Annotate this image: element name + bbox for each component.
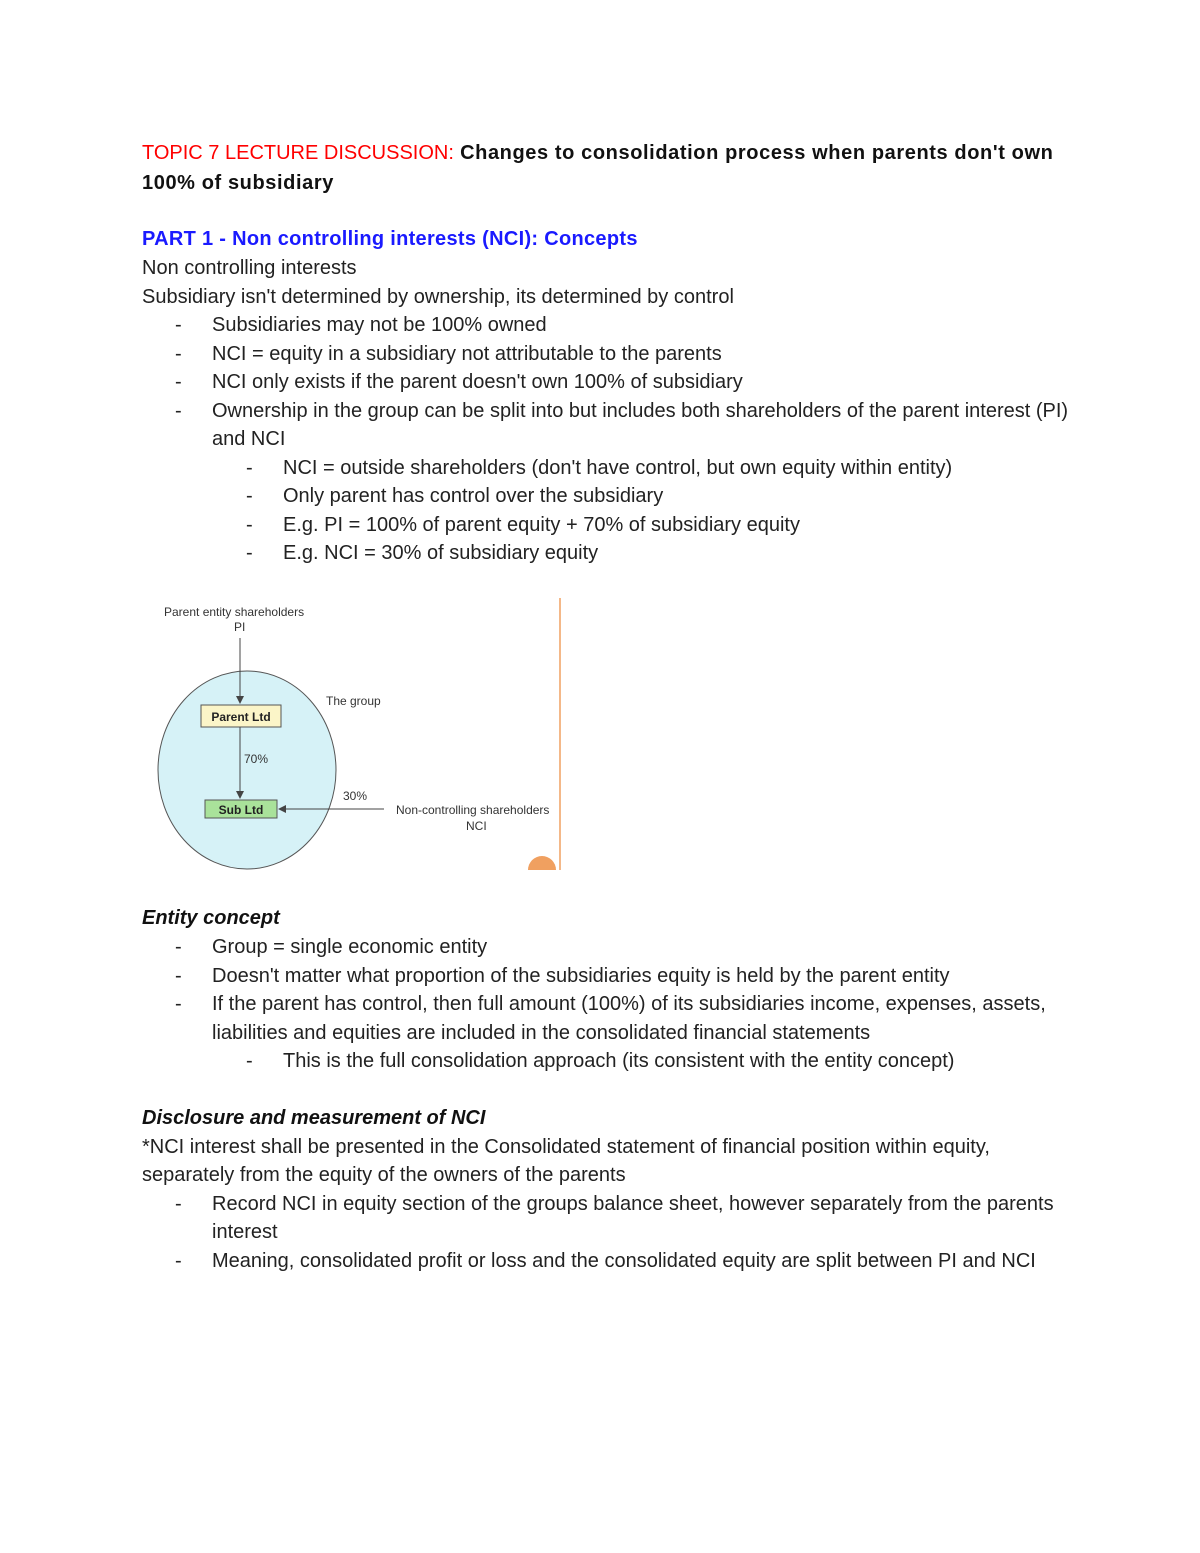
pct-nci-label: 30%	[343, 789, 368, 803]
list-item-text: If the parent has control, then full amount (100%) of its subsidiaries income, expenses, assets, liabilities and equities are included in the consolidated financial statements	[212, 993, 1046, 1044]
list-item: - Record NCI in equity section of the groups balance sheet, however separately from the parents interest	[142, 1190, 1072, 1247]
disclosure-intro: *NCI interest shall be presented in the Consolidated statement of financial position within equity, separately from the equity of the owners of the parents	[142, 1135, 990, 1186]
disclosure-list	[142, 1190, 1072, 1276]
disclosure-section	[142, 1104, 1072, 1276]
entity-concept-list	[142, 933, 1072, 1076]
group-circle	[158, 671, 336, 869]
part1-sub-bullet-list	[212, 454, 1072, 568]
part1-heading: PART 1 - Non controlling interests (NCI): Concepts	[142, 228, 638, 250]
title-main: Changes to consolidation process when parents don't own 100% of subsidiary	[142, 142, 1054, 194]
group-label: The group	[326, 694, 381, 708]
nci-label: NCI	[466, 819, 487, 833]
document-title	[142, 138, 1072, 198]
entity-concept-heading: Entity concept	[142, 907, 280, 929]
sub-ltd-label: Sub Ltd	[218, 803, 264, 817]
parent-shareholders-label: Parent entity shareholders	[164, 605, 305, 619]
sub-list-item: - NCI = outside shareholders (don't have control, but own equity within entity)	[142, 454, 1072, 483]
list-item-text: Ownership in the group can be split into but includes both shareholders of the parent interest (PI) and NCI	[212, 399, 1069, 450]
parent-ltd-label: Parent Ltd	[211, 710, 271, 724]
pct-parent-label: 70%	[244, 752, 269, 766]
list-item	[142, 990, 1072, 1076]
list-item: - Meaning, consolidated profit or loss and the consolidated equity are split between PI and NCI	[142, 1247, 1072, 1276]
nci-shareholders-label: Non-controlling shareholders	[396, 803, 550, 817]
sub-list-item: - E.g. NCI = 30% of subsidiary equity	[142, 539, 1072, 568]
sub-list-item: - This is the full consolidation approach (its consistent with the entity concept)	[142, 1047, 1072, 1076]
disclosure-heading: Disclosure and measurement of NCI	[142, 1106, 486, 1129]
pi-label: PI	[234, 620, 246, 634]
list-item: - NCI only exists if the parent doesn't own 100% of subsidiary	[142, 368, 1072, 397]
sub-list-item: - Only parent has control over the subsidiary	[142, 482, 1072, 511]
part1-line2: Subsidiary isn't determined by ownership, its determined by control	[142, 285, 734, 308]
list-item	[142, 397, 1072, 568]
sub-list-item: - E.g. PI = 100% of parent equity + 70% of subsidiary equity	[142, 511, 1072, 540]
part1-bullet-list	[142, 311, 1072, 568]
title-topic-prefix: TOPIC 7 LECTURE DISCUSSION:	[142, 142, 454, 164]
list-item: - NCI = equity in a subsidiary not attributable to the parents	[142, 340, 1072, 369]
group-structure-diagram	[156, 598, 566, 870]
list-item: - Group = single economic entity	[142, 933, 1072, 962]
part1-line1: Non controlling interests	[142, 257, 357, 279]
slide-accent-shape	[528, 856, 556, 870]
entity-and-disclosure-sections	[142, 904, 1072, 1275]
document-body	[142, 138, 1072, 568]
list-item: - Subsidiaries may not be 100% owned	[142, 311, 1072, 340]
list-item: - Doesn't matter what proportion of the subsidiaries equity is held by the parent entity	[142, 962, 1072, 991]
entity-concept-sub-list	[212, 1047, 1072, 1076]
